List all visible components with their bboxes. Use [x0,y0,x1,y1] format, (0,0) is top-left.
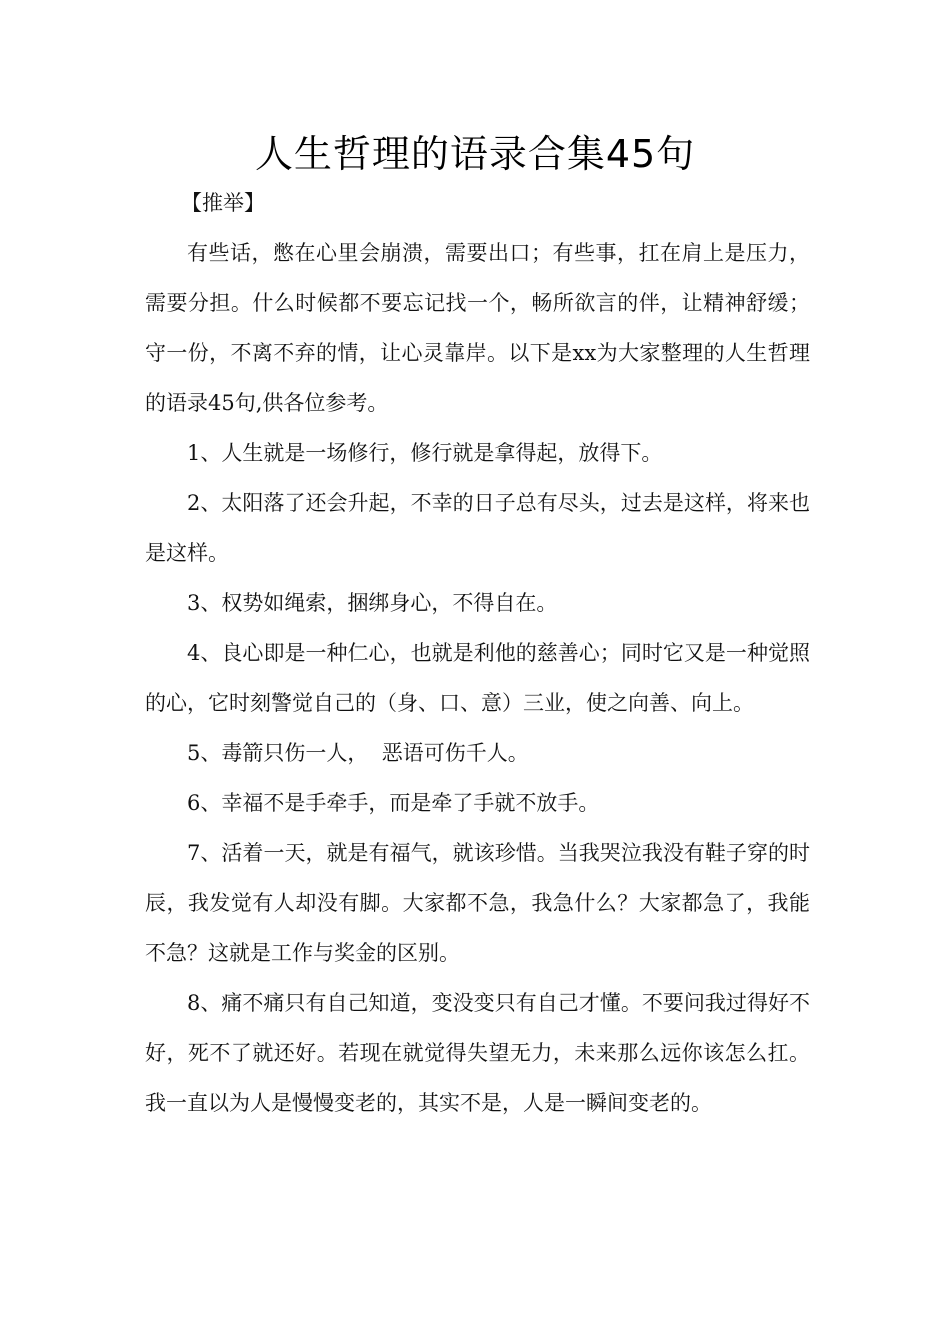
quote-item-2: 2、太阳落了还会升起，不幸的日子总有尽头，过去是这样，将来也是这样。 [145,491,810,565]
document-body [145,178,810,1128]
quote-item-7: 7、活着一天，就是有福气，就该珍惜。当我哭泣我没有鞋子穿的时辰，我发觉有人却没有脚。大家都不急，我急什么？大家都急了，我能不急？这就是工作与奖金的区别。 [145,841,810,965]
quote-item-4: 4、良心即是一种仁心，也就是利他的慈善心；同时它又是一种觉照的心，它时刻警觉自己的（身、口、意）三业，使之向善、向上。 [145,641,810,715]
intro-paragraph: 有些话，憋在心里会崩溃，需要出口；有些事，扛在肩上是压力，需要分担。什么时候都不要忘记找一个，畅所欲言的伴，让精神舒缓；守一份，不离不弃的情，让心灵靠岸。以下是xx为大家整理的人生哲理的语录45句,供各位参考。 [145,241,810,415]
quote-item-8: 8、痛不痛只有自己知道，变没变只有自己才懂。不要问我过得好不好，死不了就还好。若现在就觉得失望无力，未来那么远你该怎么扛。我一直以为人是慢慢变老的，其实不是，人是一瞬间变老的。 [145,991,810,1115]
document-title: 人生哲理的语录合集45句 [254,132,696,176]
quote-item-6: 6、幸福不是手牵手，而是牵了手就不放手。 [187,791,600,815]
quote-item-5: 5、毒箭只伤一人， 恶语可伤千人。 [187,741,529,765]
quote-item-3: 3、权势如绳索，捆绑身心，不得自在。 [187,591,558,615]
recommend-tag: 【推举】 [181,191,265,215]
quote-item-1: 1、人生就是一场修行，修行就是拿得起，放得下。 [187,441,663,465]
